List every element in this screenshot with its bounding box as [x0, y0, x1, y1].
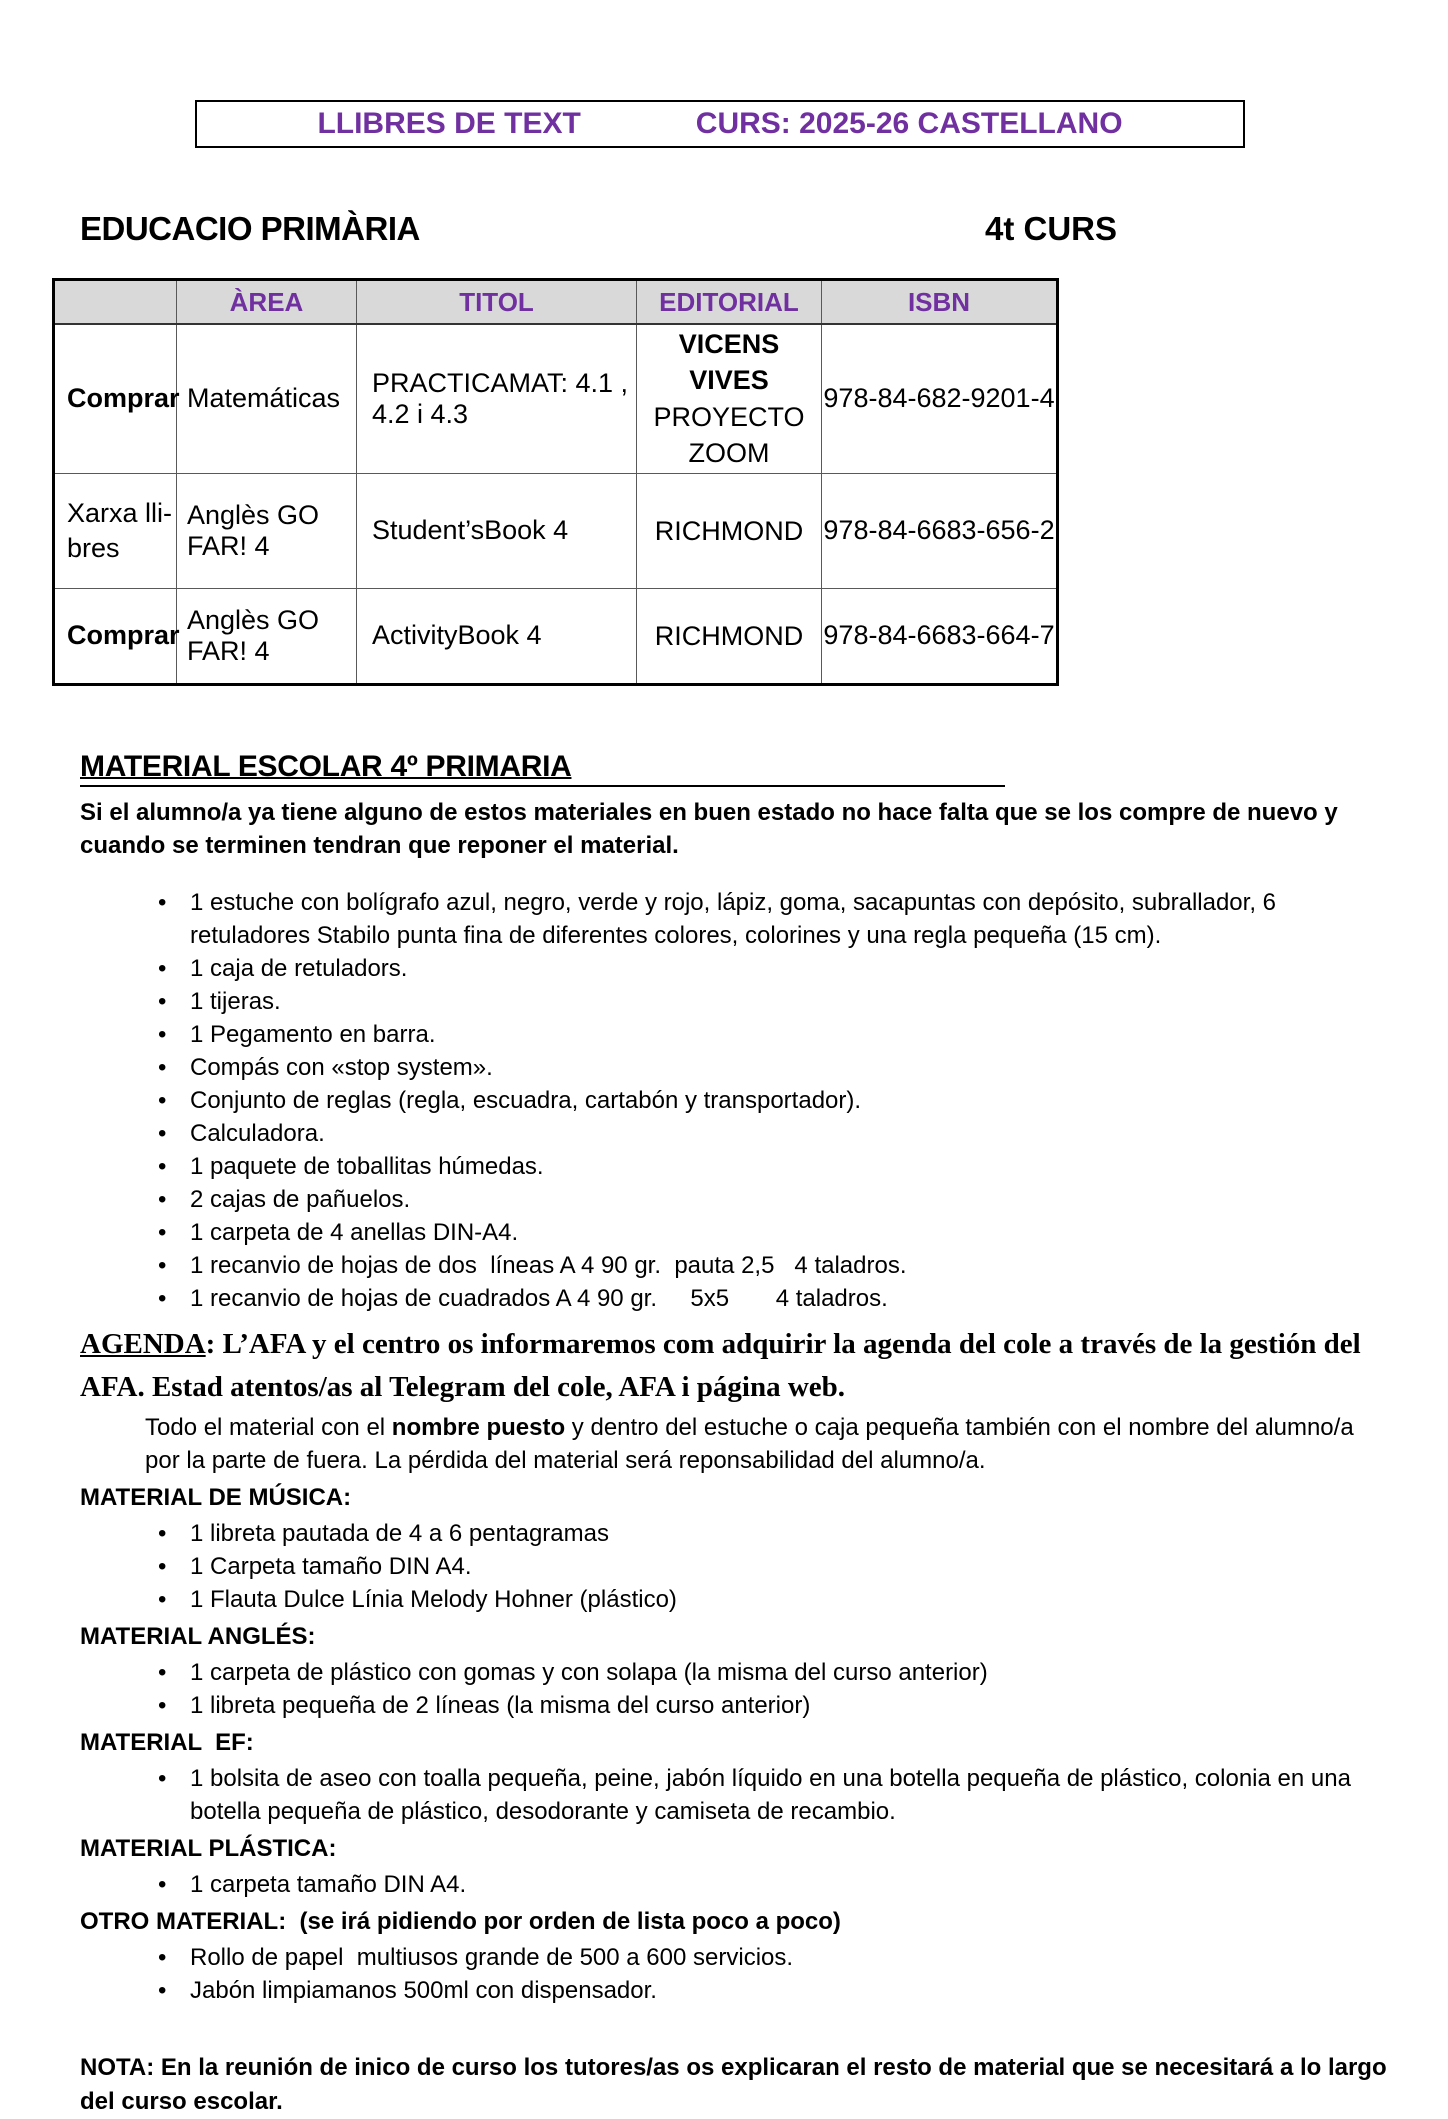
title-row: [80, 210, 1380, 252]
list-item: • 1 carpeta de plástico con gomas y con solapa (la misma del curso anterior): [152, 1656, 1382, 1689]
agenda-text: : L’AFA y el centro os informaremos com adquirir la agenda del cole a través de la gestión del AFA. Estad atentos/as al Telegram del cole, AFA i página web.: [80, 1327, 1361, 1403]
editorial-project: PROYECTO ZOOM: [653, 401, 805, 469]
list-item: • Jabón limpiamanos 500ml con dispensador.: [152, 1974, 1382, 2007]
table-header-blank: [54, 280, 177, 325]
angles-list: [80, 1656, 1382, 1722]
cell-titol: ActivityBook 4: [357, 588, 637, 684]
cell-editorial: [637, 588, 822, 684]
list-item: • 1 carpeta de 4 anellas DIN-A4.: [152, 1216, 1382, 1249]
list-item: • Calculadora.: [152, 1117, 1382, 1150]
section-heading-otro: OTRO MATERIAL: (se irá pidiendo por orden de lista poco a poco): [80, 1907, 841, 1935]
list-item: • 1 carpeta tamaño DIN A4.: [152, 1868, 1382, 1901]
cell-area: Matemáticas: [177, 324, 357, 473]
list-item: • 1 estuche con bolígrafo azul, negro, verde y rojo, lápiz, goma, sacapuntas con depósito, subrallador, 6 retuladores Stabilo punta fina de diferentes colores, colorines y una regla pequeña (15 cm).: [152, 886, 1382, 952]
list-item: • 1 libreta pautada de 4 a 6 pentagramas: [152, 1517, 1382, 1550]
name-note-post: y dentro del estuche o caja pequeña también con el nombre del alumno/a por la parte de fuera. La pérdida del material será reponsabilidad del alumno/a.: [145, 1413, 1354, 1474]
material-intro: Si el alumno/a ya tiene alguno de estos materiales en buen estado no hace falta que se los compre de nuevo y cuando se terminen tendran que reponer el material.: [80, 798, 1338, 859]
page-title: EDUCACIO PRIMÀRIA: [80, 210, 420, 247]
nota-paragraph: NOTA: En la reunión de inico de curso los tutores/as os explicaran el resto de material que se necesitará a lo largo del curso escolar.: [80, 2053, 1387, 2115]
section-heading-plastica: MATERIAL PLÁSTICA:: [80, 1834, 337, 1862]
material-section-heading: MATERIAL ESCOLAR 4º PRIMARIA: [80, 749, 572, 783]
cell-isbn: 978-84-6683-664-7: [822, 588, 1058, 684]
table-row: [54, 588, 1058, 684]
otro-list: [80, 1941, 1382, 2007]
table-header-isbn: ISBN: [822, 280, 1058, 325]
list-item: • 1 Pegamento en barra.: [152, 1018, 1382, 1051]
name-note-paragraph: [145, 1411, 1390, 1477]
cell-titol: PRACTICAMAT: 4.1 , 4.2 i 4.3: [357, 324, 637, 473]
course-label: 4t CURS: [985, 210, 1118, 247]
table-header-titol: TITOL: [357, 280, 637, 325]
section-heading-ef: MATERIAL EF:: [80, 1728, 254, 1756]
list-item: • 1 Carpeta tamaño DIN A4.: [152, 1550, 1382, 1583]
musica-list: [80, 1517, 1382, 1616]
cell-action: Xarxa lli-bres: [54, 473, 177, 588]
cell-isbn: 978-84-6683-656-2: [822, 473, 1058, 588]
list-item: • 1 paquete de toballitas húmedas.: [152, 1150, 1382, 1183]
name-note-bold: nombre puesto: [391, 1413, 566, 1441]
list-item: • 1 libreta pequeña de 2 líneas (la misma del curso anterior): [152, 1689, 1382, 1722]
cell-area: Anglès GO FAR! 4: [177, 473, 357, 588]
cell-editorial: [637, 473, 822, 588]
agenda-paragraph: [80, 1323, 1390, 1409]
table-header-row: [54, 280, 1058, 325]
cell-action: Comprar: [54, 324, 177, 473]
list-item: • Conjunto de reglas (regla, escuadra, cartabón y transportador).: [152, 1084, 1382, 1117]
table-row: [54, 473, 1058, 588]
cell-editorial: [637, 324, 822, 473]
cell-isbn: 978-84-682-9201-4: [822, 324, 1058, 473]
header-right-label: CURS: 2025-26 CASTELLANO: [695, 107, 1123, 140]
section-heading-angles: MATERIAL ANGLÉS:: [80, 1622, 316, 1650]
list-item: • 1 Flauta Dulce Línia Melody Hohner (plástico): [152, 1583, 1382, 1616]
cell-action: Comprar: [54, 588, 177, 684]
list-item: • 1 tijeras.: [152, 985, 1382, 1018]
list-item: • Rollo de papel multiusos grande de 500 a 600 servicios.: [152, 1941, 1382, 1974]
material-list: [80, 886, 1382, 1315]
list-item: • 1 recanvio de hojas de cuadrados A 4 90 gr. 5x5 4 taladros.: [152, 1282, 1382, 1315]
name-note-pre: Todo el material con el: [145, 1413, 392, 1441]
header-box: [195, 100, 1245, 148]
table-row: [54, 324, 1058, 473]
list-item: • 1 recanvio de hojas de dos líneas A 4 90 gr. pauta 2,5 4 taladros.: [152, 1249, 1382, 1282]
table-header-editorial: EDITORIAL: [637, 280, 822, 325]
textbook-table: [52, 278, 1059, 686]
editorial-name: VICENS VIVES: [678, 329, 780, 396]
material-heading-rule: [80, 750, 1005, 787]
cell-area: Anglès GO FAR! 4: [177, 588, 357, 684]
header-left-label: LLIBRES DE TEXT: [317, 107, 581, 140]
list-item: • 2 cajas de pañuelos.: [152, 1183, 1382, 1216]
editorial-name: RICHMOND: [654, 515, 804, 546]
list-item: • Compás con «stop system».: [152, 1051, 1382, 1084]
plastica-list: [80, 1868, 1382, 1901]
cell-titol: Student’sBook 4: [357, 473, 637, 588]
editorial-name: RICHMOND: [654, 620, 804, 651]
agenda-label: AGENDA: [80, 1327, 206, 1360]
list-item: • 1 caja de retuladors.: [152, 952, 1382, 985]
section-heading-musica: MATERIAL DE MÚSICA:: [80, 1483, 352, 1511]
list-item: • 1 bolsita de aseo con toalla pequeña, peine, jabón líquido en una botella pequeña de plástico, colonia en una botella pequeña de plástico, desodorante y camiseta de recambio.: [152, 1762, 1382, 1828]
ef-list: [80, 1762, 1382, 1828]
table-header-area: ÀREA: [177, 280, 357, 325]
